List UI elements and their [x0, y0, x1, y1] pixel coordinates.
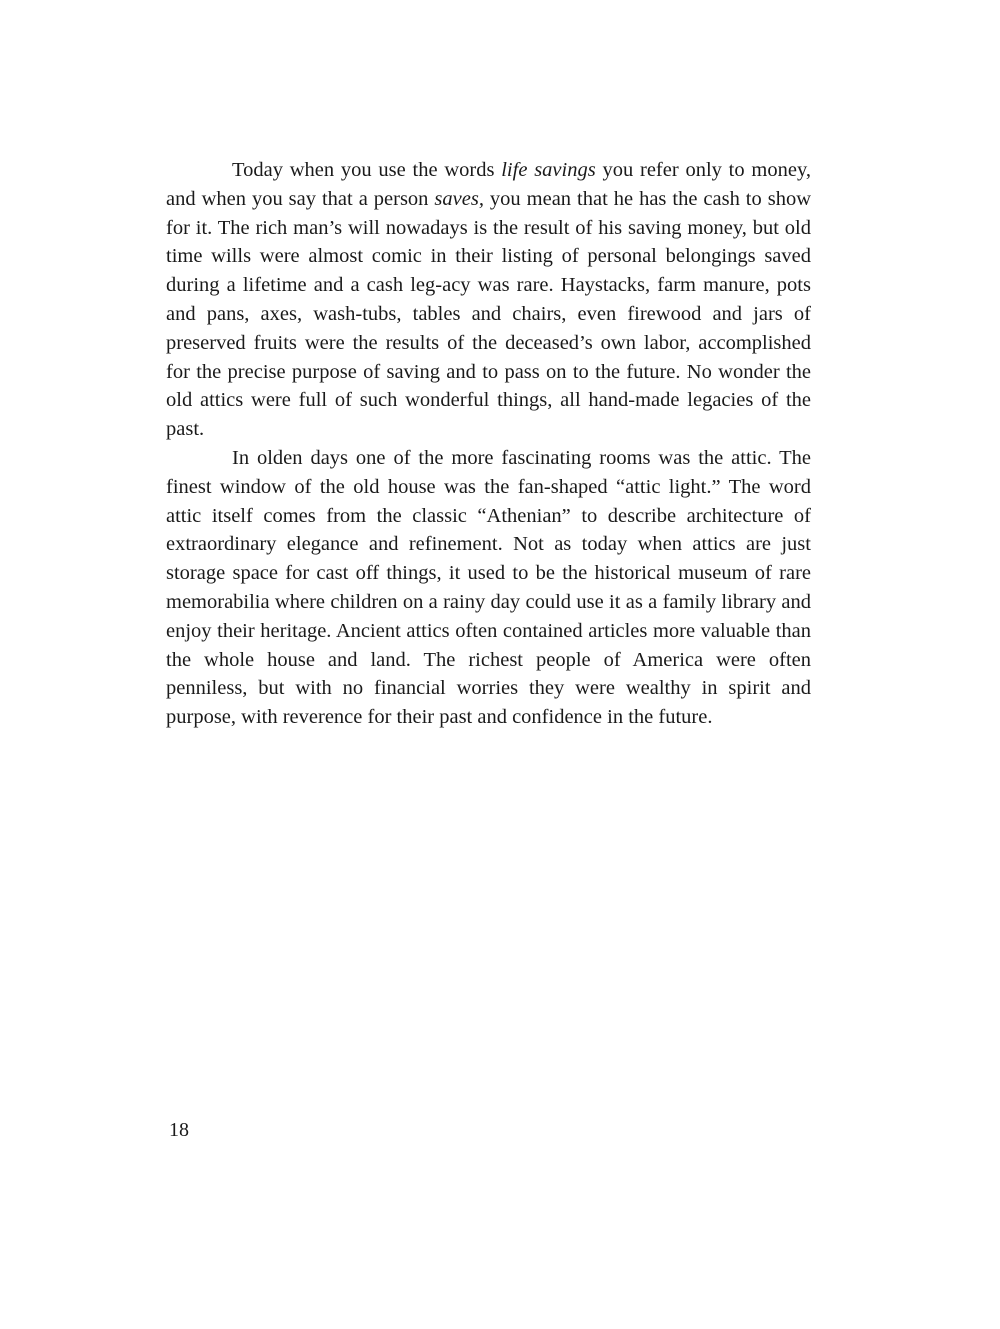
text-run: In olden days one of the more fascinating rooms was the attic. The finest window of the old house was the fan-shaped “attic light.” The word attic itself comes from the classic “Athenian” to describe architecture of extraordinary elegance and refinement. Not as today when attics are just storage space for cast off things, it used to be the historical museum of rare memorabilia where children on a rainy day could use it as a family library and enjoy their heritage. Ancient attics often contained articles more valuable than the whole house and land. The richest people of America were often penniless, but with no financial worries they were wealthy in spirit and purpose, with reverence for their past and confidence in the future. [166, 446, 811, 729]
paragraph-2 [166, 444, 811, 732]
page-number: 18 [169, 1119, 189, 1141]
text-run: Today when you use the words [232, 159, 502, 181]
body-text [166, 156, 811, 732]
italic-run: life savings [501, 159, 596, 181]
text-run: you mean that he has the cash to show for it. The rich man’s will nowadays is the result of his saving money, but old time wills were almost comic in their listing of personal belongings saved during a lifetime and a cash leg-acy was rare. Haystacks, farm manure, pots and pans, axes, wash-tubs, tables and chairs, even firewood and jars of preserved fruits were the results of the deceased’s own labor, accomplished for the precise purpose of saving and to pass on to the future. No wonder the old attics were full of such wonderful things, all hand-made legacies of the past. [166, 187, 811, 441]
paragraph-1 [166, 156, 811, 444]
italic-run: saves, [434, 187, 484, 210]
text-run: you refer only to money, and when you say that a person [166, 159, 811, 210]
